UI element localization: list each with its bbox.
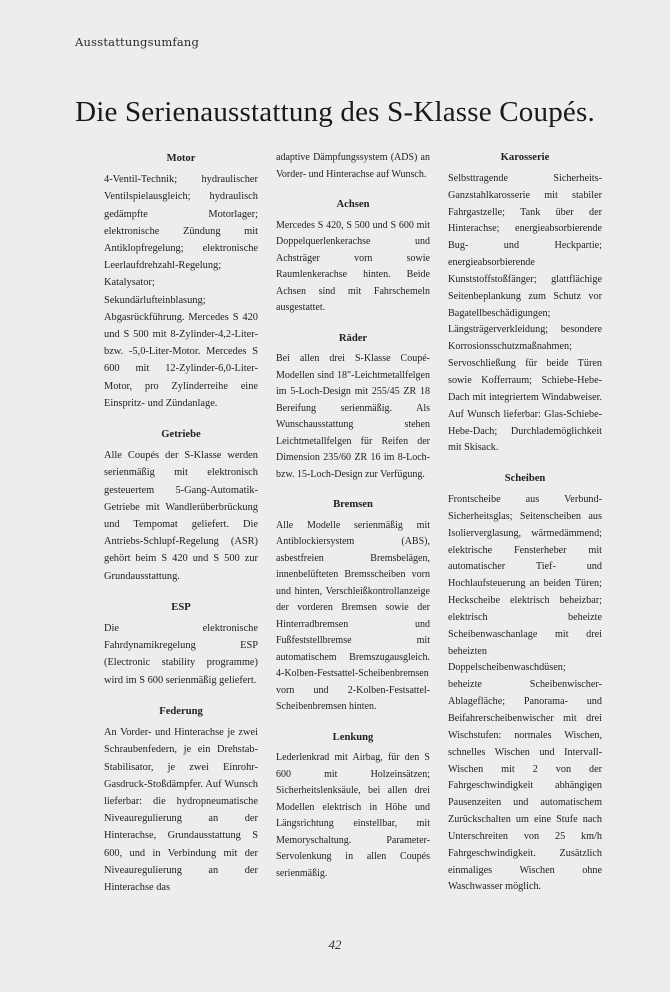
section-heading: Federung [159, 705, 203, 717]
section-text: Mercedes S 420, S 500 und S 600 mit Doppelquerlenkerachse und Achsträger vorn sowie Raumlenkerachse hinten. Beide Achsen sind mit Fahrschemeln ausgestattet. [276, 219, 430, 313]
section-heading: ESP [171, 601, 191, 613]
page-number: 42 [328, 937, 342, 952]
section-getriebe [104, 426, 258, 585]
text-column-3 [448, 150, 602, 910]
section-text: Die elektronische Fahrdynamikregelung ESP (Electronic stability programme) wird im S 600 serienmäßig geliefert. [104, 623, 258, 686]
section-heading: Räder [338, 332, 368, 344]
section-text: 4-Ventil-Technik; hydraulischer Ventilspielausgleich; hydraulisch gedämpfte Motorlager; elektronische Zündung mit Antiklopfregelung; elektronische Leerlaufdrehzahl-Regelung; Katalysator; Sekundärlufteinblasung; Abgasrückführung. Mercedes S 420 und S 500 mit 8-Zylinder-4,2-Liter- bzw. -5,0-Liter-Motor. Mercedes S 600 mit 12-Zylinder-6,0-Liter-Motor, pro Zylinderreihe eine Einspritz- und Zündanlage. [104, 174, 258, 409]
section-heading: Lenkung [332, 731, 374, 743]
section-text: Bei allen drei S-Klasse Coupé-Modellen sind 18"-Leichtmetallfelgen im 5-Loch-Design mit 255/45 ZR 18 Bereifung serienmäßig. Als Wunschausstattung stehen Leichtmetallfelgen für Reifen der Dimension 235/60 ZR 16 im 8-Loch- bzw. 15-Loch-Design zur Verfügung. [276, 353, 430, 480]
section-heading: Karosserie [500, 152, 550, 163]
section-heading: Getriebe [161, 429, 201, 441]
section-text: adaptive Dämpfungssystem (ADS) an Vorder- und Hinterachse auf Wunsch. [276, 152, 430, 180]
section-achsen [276, 197, 430, 317]
running-head: Ausstattungsumfang [75, 35, 200, 49]
section-bremsen [276, 497, 430, 716]
section-heading: Scheiben [504, 473, 546, 485]
section-text: An Vorder- und Hinterachse je zwei Schraubenfedern, je ein Drehstab-Stabilisator, je zwei Einrohr-Gasdruck-Stoßdämpfer. Auf Wunsch lieferbar: die hydropneumatische Niveauregulierung an der Hinterachse, Grundausstattung S 600, und in Verbindung mit der Niveauregulierung an der Hinterachse das [104, 727, 258, 893]
section-text: Selbsttragende Sicherheits-Ganzstahlkarosserie mit stabiler Fahrgastzelle; Tank über der Hinterachse; energieabsorbierende Bug- und Heckpartie; energieabsorbierende Kunststoffstoßfänger; glattflächige Seitenbeplankung zum Schutz vor Bagatellbeschädigungen; Längsträgerverkleidung; besondere Korrosionsschutzmaßnahmen; Servoschließung für beide Türen sowie Kofferraum; Schiebe-Hebe-Dach mit integriertem Windabweiser. Auf Wunsch lieferbar: Glas-Schiebe-Hebe-Dach; Durchlademöglichkeit mit Skisack. [448, 172, 602, 454]
section-text: Frontscheibe aus Verbund-Sicherheitsglas; Seitenscheiben aus Isolierverglasung, wärmedämmend; elektrische Fensterheber mit automatischer Tief- und Hochlaufsteuerung an beiden Türen; Heckscheibe elektrisch beheizbar; elektrisch beheizte Scheibenwaschanlage mit drei beheizten Doppelscheibenwaschdüsen; beheizte Scheibenwischer-Ablagefläche; Panorama- und Beifahrerscheibenwischer mit drei Wischstufen: normales Wischen, schnelles Wischen und Intervall-Wischen mit 2 von der Fahrgeschwindigkeit abhängigen Pausenzeiten und automatischem Zurückschalten um eine Stufe nach Unterschreiten von 25 km/h Fahrgeschwindigkeit. Zusätzlich einmaliges Wischen ohne Waschwasser möglich. [448, 494, 602, 893]
section-heading: Motor [166, 153, 196, 164]
section-heading: Achsen [336, 199, 370, 210]
section-esp [104, 599, 258, 689]
page-title: Die Serienausstattung des S-Klasse Coupés. [75, 96, 595, 128]
section-karosserie [448, 150, 602, 457]
section-motor [104, 150, 258, 412]
section-federung-continued [276, 150, 430, 183]
section-text: Alle Coupés der S-Klasse werden serienmäßig mit elektronisch gesteuertem 5-Gang-Automatik-Getriebe mit Wandlerüberbrückung und Tempomat geliefert. Die Antriebs-Schlupf-Regelung (ASR) gehört beim S 420 und S 500 zur Grundausstattung. [104, 450, 258, 582]
section-heading: Bremsen [333, 499, 373, 510]
section-text: Alle Modelle serienmäßig mit Antiblockiersystem (ABS), asbestfreien Bremsbelägen, innenbelüfteten Bremsscheiben vorn und hinten, Verschleißkontrollanzeige der vorderen Bremsen sowie der Hinterradbremsen und Fußfeststellbremse mit automatischem Bremszugausgleich. 4-Kolben-Festsattel-Scheibenbremsen vorn und 2-Kolben-Festsattel-Scheibenbremsen hinten. [276, 519, 430, 712]
section-raeder [276, 331, 430, 484]
text-column-2 [276, 150, 430, 896]
section-lenkung [276, 730, 430, 883]
text-column-1 [104, 150, 258, 910]
section-scheiben [448, 471, 602, 896]
section-text: Lederlenkrad mit Airbag, für den S 600 mit Holzeinsätzen; Sicherheitslenksäule, bei allen drei Modellen elektrisch in Höhe und Längsrichtung einstellbar, mit Memoryschaltung. Parameter-Servolenkung in allen Coupés serienmäßig. [276, 752, 430, 879]
section-federung [104, 703, 258, 896]
